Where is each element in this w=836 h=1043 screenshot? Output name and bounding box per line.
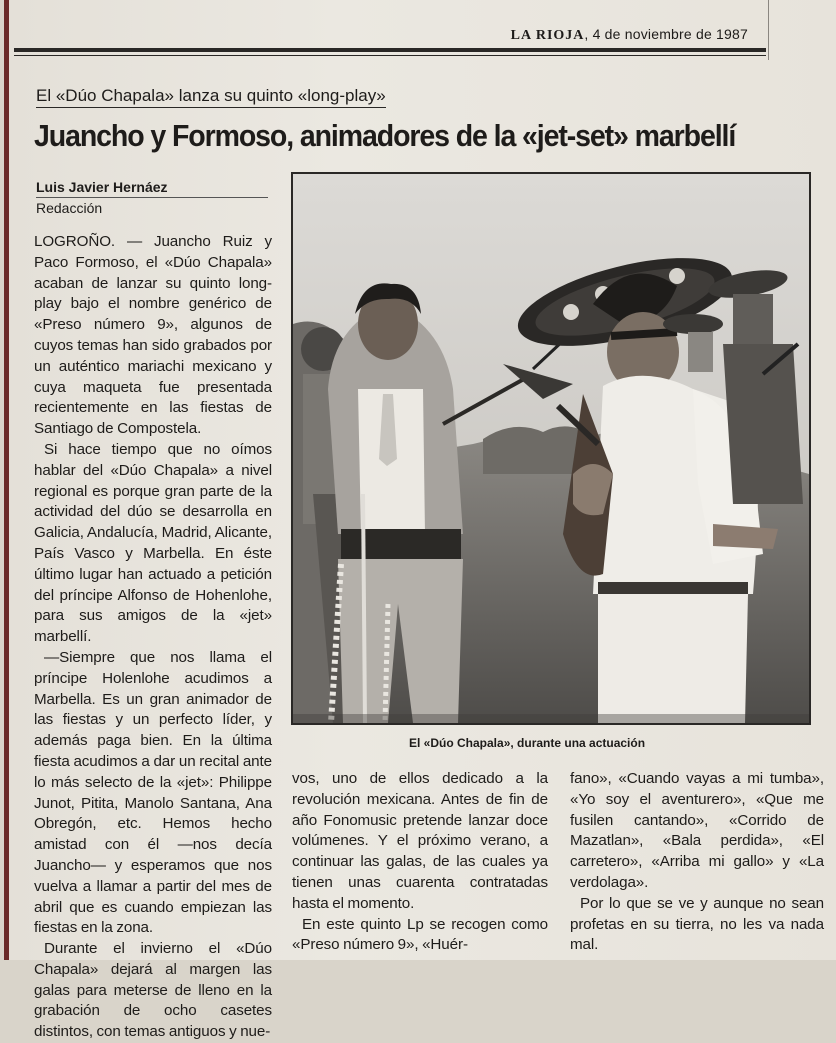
publication-date: , 4 de noviembre de 1987 [584,26,748,42]
text-column-2 [292,769,548,956]
masthead-rule-thin [14,55,766,56]
page-edge [4,0,9,960]
masthead [511,26,748,44]
masthead-rule [14,48,766,52]
paragraph: Si hace tiempo que no oímos hablar del «Dúo Chapala» a nivel regional es porque gran parte de la actividad del dúo se desarrolla en Galicia, Andalucía, Madrid, Alicante, País Vasco y Marbella. En éste último lugar han actuado a petición del príncipe Alfonso de Hohenlohe, para sus amigos de la «jet» marbellí. [34,440,272,646]
text-column-3 [570,769,824,956]
paragraph: LOGROÑO. — Juancho Ruiz y Paco Formoso, el «Dúo Chapala» acaban de lanzar su quinto long-play bajo el nombre genérico de «Preso número 9», algunos de cuyos temas han sido grabados por un auténtico mariachi mexicano y cuya maqueta fue presentada recientemente en las fiestas de Santiago de Compostela. [34,233,272,438]
paragraph: vos, uno de ellos dedicado a la revolución mexicana. Antes de fin de año Fonomusic pretende lanzar doce volúmenes. Y el próximo verano, a continuar las galas, de las cuales ya tienen unas cuarenta contratadas hasta el momento. [292,770,548,912]
article-headline: Juancho y Formoso, animadores de la «jet-set» marbellí [34,118,736,153]
paragraph: En este quinto Lp se recogen como «Preso número 9», «Huér- [292,915,548,954]
mariachi-photo-illustration [293,174,809,723]
article-desk: Redacción [36,200,103,216]
paragraph: —Siempre que nos llama el príncipe Holenlohe acudimos a Marbella. Es un gran animador de las fiestas y un perfecto líder, y además paga bien. En la última fiesta acudimos a dar un recital ante lo más selecto de la «jet»: Philippe Junot, Pitita, Manolo Santana, Ana Obregón, etc. Hemos hecho amistad con él —nos decía Juancho— y esperamos que nos vuelva a llamar a partir del mes de abril que es cuando empiezan las fiestas en la zona. [34,648,272,937]
text-column-1 [34,232,272,1043]
publication-name: LA RIOJA [510,28,585,43]
newspaper-page [4,0,836,1041]
photo-caption: El «Dúo Chapala», durante una actuación [409,736,646,750]
article-photo [291,172,811,725]
byline-rule [36,197,268,198]
masthead-edge [768,0,769,60]
article-kicker: El «Dúo Chapala» lanza su quinto «long-play» [36,86,386,108]
paragraph: Durante el invierno el «Dúo Chapala» dejará al margen las galas para meterse de lleno en la grabación de ocho casetes distintos, con temas antiguos y nue- [34,940,272,1041]
article-author: Luis Javier Hernáez [36,179,168,195]
paragraph: Por lo que se ve y aunque no sean profetas en su tierra, no les va nada mal. [570,894,824,954]
paragraph: fano», «Cuando vayas a mi tumba», «Yo soy el aventurero», «Que me fusilen cantando», «Corrido de Mazatlan», «Bala perdida», «El carretero», «Arriba mi gallo» y «La verdolaga». [570,770,824,891]
